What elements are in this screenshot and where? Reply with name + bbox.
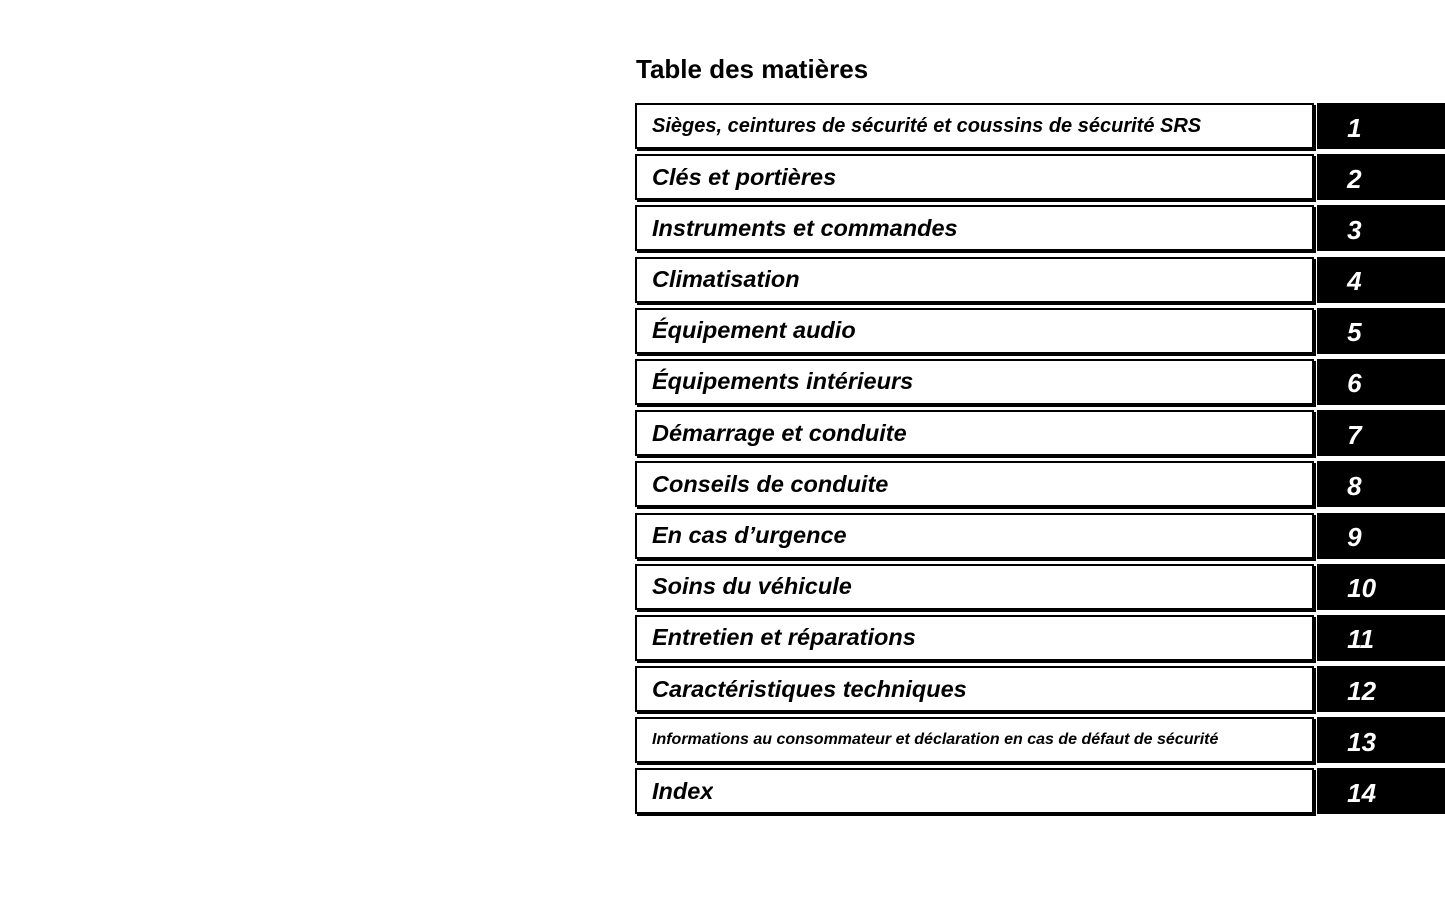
toc-item-number: 6	[1347, 368, 1362, 399]
toc-item-10[interactable]	[635, 564, 1445, 610]
toc-label-box	[635, 257, 1314, 303]
toc-item-label: Entretien et réparations	[652, 624, 916, 651]
toc-label-box	[635, 359, 1314, 405]
toc-item-number: 12	[1347, 675, 1377, 706]
toc-item-7[interactable]	[635, 410, 1445, 456]
toc-item-number: 11	[1347, 624, 1375, 655]
toc-label-box	[635, 615, 1314, 661]
toc-item-13[interactable]	[635, 717, 1445, 763]
toc-item-1[interactable]	[635, 103, 1445, 149]
toc-item-number: 7	[1347, 419, 1362, 450]
toc-item-label: Informations au consommateur et déclaration en cas de défaut de sécurité	[652, 731, 1219, 749]
toc-item-14[interactable]	[635, 768, 1445, 814]
toc-item-label: Climatisation	[652, 266, 800, 293]
toc-item-8[interactable]	[635, 461, 1445, 507]
toc-item-4[interactable]	[635, 257, 1445, 303]
toc-item-number: 4	[1347, 266, 1362, 297]
toc-item-number: 14	[1347, 777, 1377, 808]
toc-label-box	[635, 513, 1314, 559]
toc-list	[635, 103, 1445, 820]
toc-item-6[interactable]	[635, 359, 1445, 405]
toc-item-5[interactable]	[635, 308, 1445, 354]
toc-label-box	[635, 205, 1314, 251]
toc-item-12[interactable]	[635, 666, 1445, 712]
toc-tab[interactable]	[1317, 666, 1445, 712]
toc-item-label: Instruments et commandes	[652, 214, 958, 241]
toc-item-number: 3	[1347, 214, 1362, 245]
toc-item-number: 9	[1347, 522, 1362, 552]
toc-tab[interactable]	[1317, 768, 1445, 814]
toc-item-label: En cas d’urgence	[652, 522, 847, 548]
toc-tab[interactable]	[1317, 359, 1445, 405]
toc-item-number: 8	[1347, 470, 1362, 501]
toc-label-box	[635, 308, 1314, 354]
toc-label-box	[635, 564, 1314, 610]
toc-label-box	[635, 410, 1314, 456]
toc-item-label: Sièges, ceintures de sécurité et coussins de sécurité SRS	[652, 114, 1202, 137]
toc-item-label: Démarrage et conduite	[652, 419, 907, 446]
toc-item-number: 13	[1347, 726, 1377, 757]
toc-tab[interactable]	[1317, 513, 1445, 559]
toc-item-11[interactable]	[635, 615, 1445, 661]
toc-item-label: Équipement audio	[652, 317, 856, 344]
toc-label-box	[635, 717, 1314, 763]
toc-item-number: 1	[1347, 112, 1362, 143]
toc-item-number: 2	[1347, 163, 1362, 194]
toc-item-label: Soins du véhicule	[652, 573, 852, 600]
toc-label-box	[635, 461, 1314, 507]
toc-tab[interactable]	[1317, 257, 1445, 303]
page-title: Table des matières	[636, 54, 869, 84]
toc-item-label: Équipements intérieurs	[652, 368, 914, 395]
toc-item-label: Conseils de conduite	[652, 470, 889, 497]
toc-tab[interactable]	[1317, 615, 1445, 661]
toc-item-9[interactable]	[635, 513, 1445, 559]
toc-tab[interactable]	[1317, 717, 1445, 763]
toc-item-number: 5	[1347, 317, 1362, 348]
toc-item-number: 10	[1347, 573, 1377, 604]
toc-label-box	[635, 666, 1314, 712]
toc-tab[interactable]	[1317, 154, 1445, 200]
toc-item-label: Index	[652, 777, 714, 804]
toc-tab[interactable]	[1317, 461, 1445, 507]
toc-item-label: Caractéristiques techniques	[652, 675, 967, 702]
toc-label-box	[635, 103, 1314, 149]
toc-item-3[interactable]	[635, 205, 1445, 251]
toc-tab[interactable]	[1317, 205, 1445, 251]
toc-label-box	[635, 768, 1314, 814]
toc-tab[interactable]	[1317, 308, 1445, 354]
toc-label-box	[635, 154, 1314, 200]
toc-tab[interactable]	[1317, 564, 1445, 610]
toc-tab[interactable]	[1317, 410, 1445, 456]
toc-item-label: Clés et portières	[652, 163, 837, 190]
toc-tab[interactable]	[1317, 103, 1445, 149]
toc-item-2[interactable]	[635, 154, 1445, 200]
